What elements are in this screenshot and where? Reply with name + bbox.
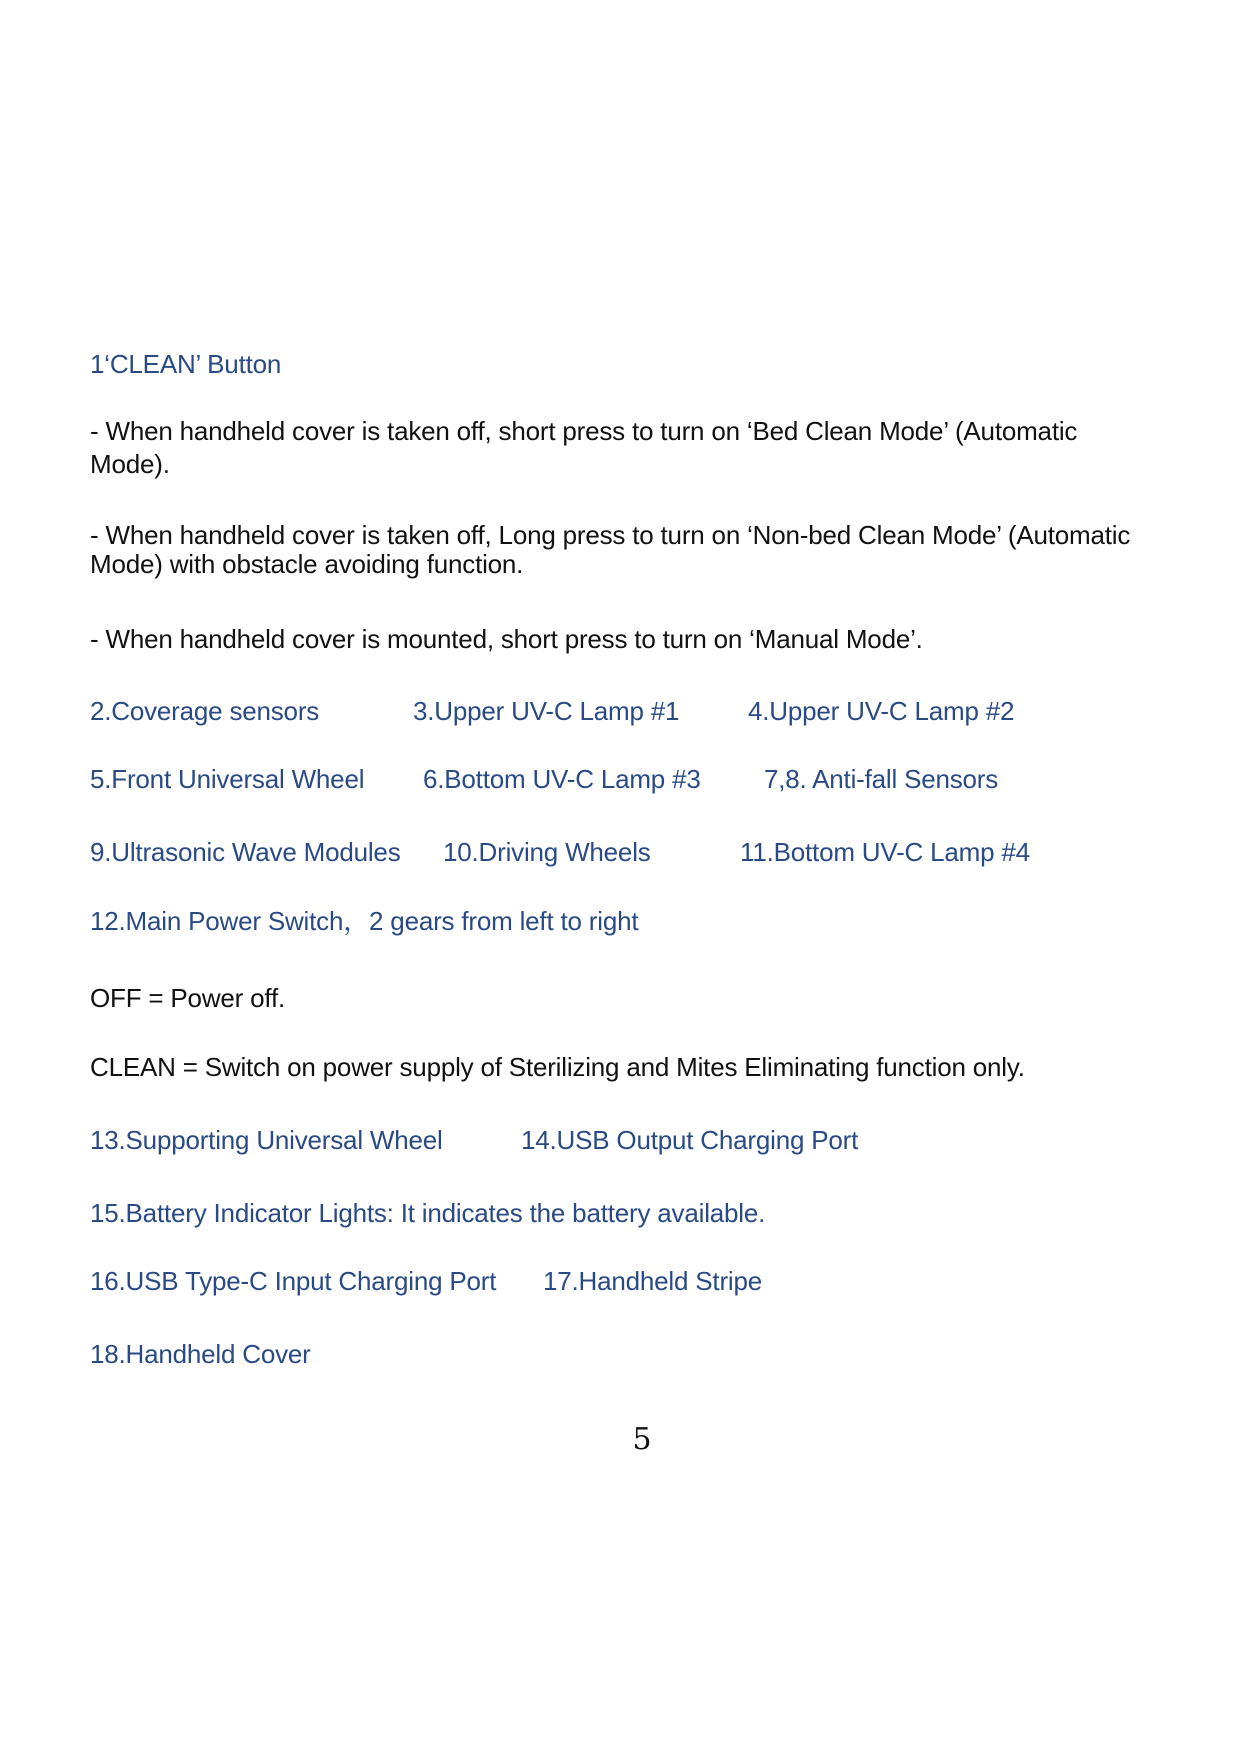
bullet-non-bed-clean: - When handheld cover is taken off, Long press to turn on ‘Non-bed Clean Mode’ (Automatic Mode) with obstacle avoiding function. bbox=[90, 520, 1131, 579]
part-front-wheel: 5.Front Universal Wheel bbox=[90, 764, 365, 794]
part-anti-fall-sensors: 7,8. Anti-fall Sensors bbox=[764, 764, 999, 794]
page-number: 5 bbox=[632, 1422, 652, 1457]
part-handheld-cover: 18.Handheld Cover bbox=[90, 1339, 311, 1369]
switch-clean: CLEAN = Switch on power supply of Sterilizing and Mites Eliminating function only. bbox=[90, 1052, 1025, 1082]
part-coverage-sensors: 2.Coverage sensors bbox=[90, 696, 320, 726]
part-bottom-lamp-3: 6.Bottom UV-C Lamp #3 bbox=[423, 764, 701, 794]
part-upper-lamp-1: 3.Upper UV-C Lamp #1 bbox=[413, 696, 680, 726]
part-battery-indicator: 15.Battery Indicator Lights: It indicates the battery available. bbox=[90, 1198, 766, 1228]
part-usb-output-port: 14.USB Output Charging Port bbox=[521, 1125, 859, 1155]
bullet-manual-mode: - When handheld cover is mounted, short press to turn on ‘Manual Mode’. bbox=[90, 624, 923, 654]
bullet-bed-clean: - When handheld cover is taken off, short press to turn on ‘Bed Clean Mode’ (Automatic Mode). bbox=[90, 416, 1078, 479]
part-driving-wheels: 10.Driving Wheels bbox=[443, 837, 651, 867]
part-ultrasonic-modules: 9.Ultrasonic Wave Modules bbox=[90, 837, 401, 867]
part-supporting-wheel: 13.Supporting Universal Wheel bbox=[90, 1125, 443, 1155]
part-bottom-lamp-4: 11.Bottom UV-C Lamp #4 bbox=[740, 837, 1030, 867]
section-title: 1‘CLEAN’ Button bbox=[90, 349, 282, 379]
switch-off: OFF = Power off. bbox=[90, 983, 285, 1013]
switch-title: 12.Main Power Switch，2 gears from left to right bbox=[90, 906, 639, 936]
part-usb-c-input-port: 16.USB Type-C Input Charging Port bbox=[90, 1266, 497, 1296]
part-handheld-stripe: 17.Handheld Stripe bbox=[543, 1266, 762, 1296]
part-upper-lamp-2: 4.Upper UV-C Lamp #2 bbox=[748, 696, 1015, 726]
